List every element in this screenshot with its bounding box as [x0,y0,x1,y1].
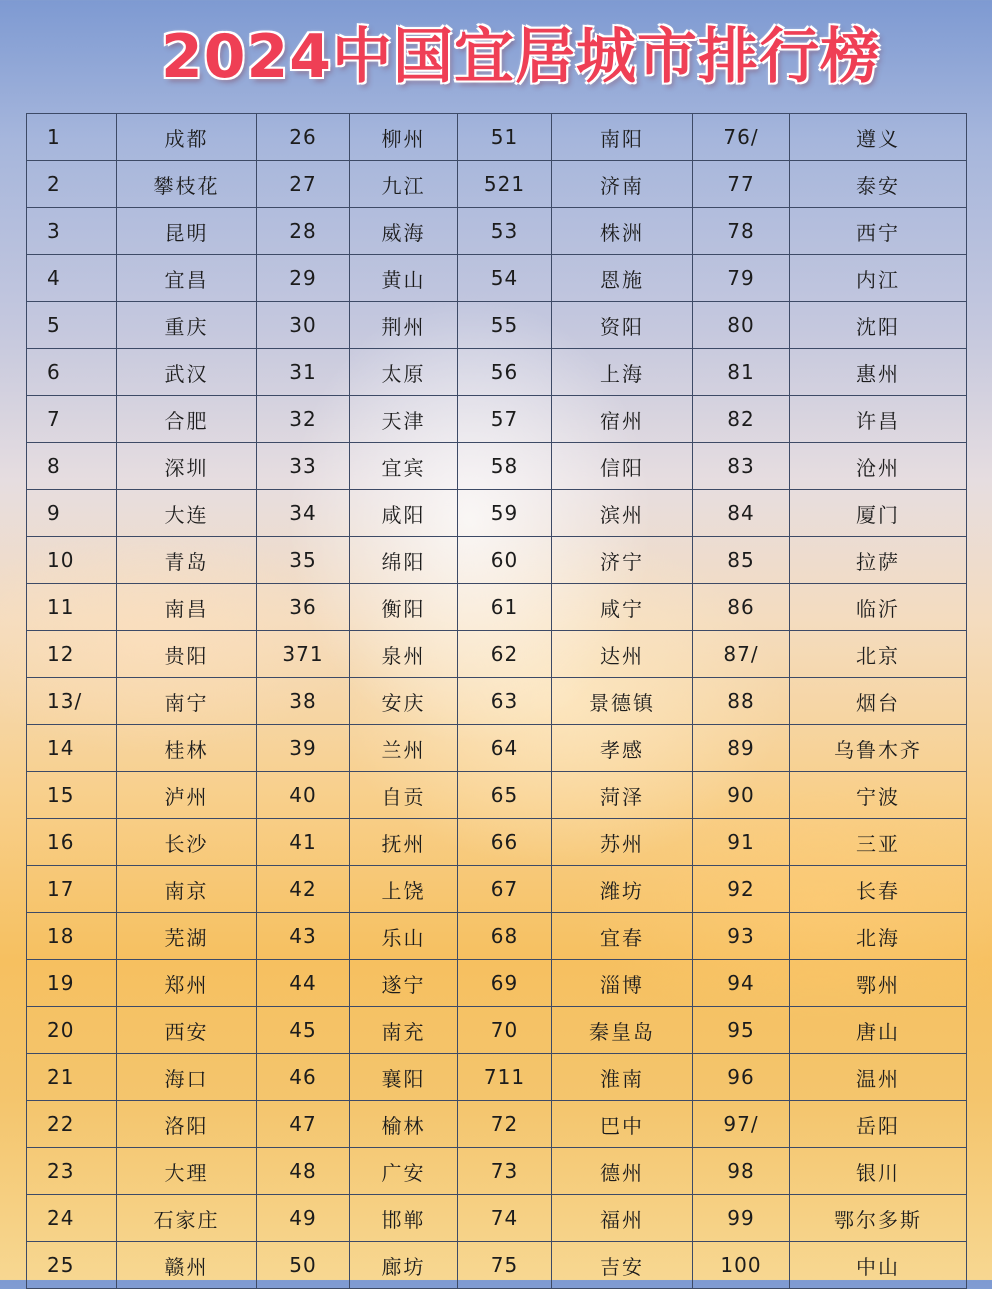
rank-number: 83 [693,443,790,490]
city-name: 重庆 [117,302,257,349]
rank-number: 63 [458,678,552,725]
city-name: 荆州 [350,302,458,349]
city-name: 泉州 [350,631,458,678]
rank-number: 56 [458,349,552,396]
city-name: 秦皇岛 [552,1007,693,1054]
city-name: 孝感 [552,725,693,772]
rank-number: 44 [257,960,350,1007]
city-name: 桂林 [117,725,257,772]
city-name: 淄博 [552,960,693,1007]
table-row [27,443,967,490]
city-name: 兰州 [350,725,458,772]
rank-number: 72 [458,1101,552,1148]
city-name: 拉萨 [790,537,967,584]
rank-number: 89 [693,725,790,772]
table-row [27,819,967,866]
rank-number: 19 [27,960,117,1007]
rank-number: 73 [458,1148,552,1195]
rank-number: 91 [693,819,790,866]
table-row [27,584,967,631]
rank-number: 94 [693,960,790,1007]
table-row [27,1195,967,1242]
city-name: 沧州 [790,443,967,490]
city-name: 成都 [117,114,257,161]
table-row [27,490,967,537]
city-name: 黄山 [350,255,458,302]
city-name: 德州 [552,1148,693,1195]
city-name: 太原 [350,349,458,396]
rank-number: 95 [693,1007,790,1054]
city-name: 襄阳 [350,1054,458,1101]
rank-number: 61 [458,584,552,631]
rank-number: 38 [257,678,350,725]
city-name: 厦门 [790,490,967,537]
city-name: 温州 [790,1054,967,1101]
rank-number: 26 [257,114,350,161]
table-row [27,396,967,443]
city-name: 信阳 [552,443,693,490]
rank-number: 50 [257,1242,350,1289]
rank-number: 46 [257,1054,350,1101]
table-row [27,725,967,772]
city-name: 景德镇 [552,678,693,725]
rank-number: 11 [27,584,117,631]
city-name: 资阳 [552,302,693,349]
city-name: 自贡 [350,772,458,819]
rank-number: 64 [458,725,552,772]
rank-number: 43 [257,913,350,960]
table-row [27,631,967,678]
table-row [27,772,967,819]
rank-number: 41 [257,819,350,866]
rank-number: 33 [257,443,350,490]
city-name: 上海 [552,349,693,396]
city-name: 北海 [790,913,967,960]
city-name: 北京 [790,631,967,678]
city-name: 石家庄 [117,1195,257,1242]
rank-number: 27 [257,161,350,208]
city-name: 烟台 [790,678,967,725]
rank-number: 79 [693,255,790,302]
table-row [27,866,967,913]
city-name: 邯郸 [350,1195,458,1242]
rank-number: 31 [257,349,350,396]
rank-number: 96 [693,1054,790,1101]
city-name: 衡阳 [350,584,458,631]
city-name: 西安 [117,1007,257,1054]
city-name: 咸阳 [350,490,458,537]
city-name: 大连 [117,490,257,537]
city-name: 绵阳 [350,537,458,584]
city-name: 潍坊 [552,866,693,913]
rank-number: 34 [257,490,350,537]
rank-number: 82 [693,396,790,443]
city-name: 海口 [117,1054,257,1101]
rank-number: 54 [458,255,552,302]
rank-number: 53 [458,208,552,255]
rank-number: 30 [257,302,350,349]
city-name: 青岛 [117,537,257,584]
rank-number: 55 [458,302,552,349]
rank-number: 29 [257,255,350,302]
rank-number: 12 [27,631,117,678]
city-name: 柳州 [350,114,458,161]
table-row [27,1007,967,1054]
city-name: 达州 [552,631,693,678]
city-name: 南阳 [552,114,693,161]
rank-number: 28 [257,208,350,255]
rank-number: 36 [257,584,350,631]
city-name: 菏泽 [552,772,693,819]
rank-number: 80 [693,302,790,349]
rank-number: 39 [257,725,350,772]
table-row [27,302,967,349]
rank-number: 48 [257,1148,350,1195]
rank-number: 9 [27,490,117,537]
city-name: 大理 [117,1148,257,1195]
city-name: 宜宾 [350,443,458,490]
table-row [27,255,967,302]
city-name: 唐山 [790,1007,967,1054]
city-name: 巴中 [552,1101,693,1148]
city-name: 赣州 [117,1242,257,1289]
city-name: 遂宁 [350,960,458,1007]
city-name: 福州 [552,1195,693,1242]
table-row [27,913,967,960]
city-name: 内江 [790,255,967,302]
rank-number: 66 [458,819,552,866]
rank-number: 57 [458,396,552,443]
rank-number: 62 [458,631,552,678]
city-name: 吉安 [552,1242,693,1289]
city-name: 昆明 [117,208,257,255]
city-name: 临沂 [790,584,967,631]
rank-number: 7 [27,396,117,443]
city-name: 广安 [350,1148,458,1195]
rank-number: 86 [693,584,790,631]
city-name: 中山 [790,1242,967,1289]
city-name: 威海 [350,208,458,255]
city-name: 榆林 [350,1101,458,1148]
city-name: 淮南 [552,1054,693,1101]
rank-number: 17 [27,866,117,913]
rank-number: 60 [458,537,552,584]
table-row [27,349,967,396]
rank-number: 81 [693,349,790,396]
page-title: 2024中国宜居城市排行榜 [161,22,881,92]
rank-number: 25 [27,1242,117,1289]
city-name: 银川 [790,1148,967,1195]
rank-number: 77 [693,161,790,208]
rank-number: 18 [27,913,117,960]
rank-number: 371 [257,631,350,678]
rank-number: 76/ [693,114,790,161]
city-name: 天津 [350,396,458,443]
rank-number: 35 [257,537,350,584]
table-row [27,1101,967,1148]
rank-number: 58 [458,443,552,490]
city-name: 宜春 [552,913,693,960]
rank-number: 70 [458,1007,552,1054]
city-name: 贵阳 [117,631,257,678]
city-name: 泰安 [790,161,967,208]
city-name: 咸宁 [552,584,693,631]
rank-number: 21 [27,1054,117,1101]
rank-number: 1 [27,114,117,161]
city-name: 芜湖 [117,913,257,960]
rank-number: 8 [27,443,117,490]
city-name: 济宁 [552,537,693,584]
rank-number: 42 [257,866,350,913]
city-name: 济南 [552,161,693,208]
city-name: 抚州 [350,819,458,866]
city-name: 洛阳 [117,1101,257,1148]
city-name: 合肥 [117,396,257,443]
rank-number: 6 [27,349,117,396]
city-name: 西宁 [790,208,967,255]
rank-number: 93 [693,913,790,960]
city-name: 上饶 [350,866,458,913]
city-name: 南昌 [117,584,257,631]
rank-number: 51 [458,114,552,161]
city-name: 郑州 [117,960,257,1007]
ranking-table-body [27,114,967,1289]
rank-number: 65 [458,772,552,819]
table-row [27,1054,967,1101]
city-name: 滨州 [552,490,693,537]
city-name: 恩施 [552,255,693,302]
rank-number: 45 [257,1007,350,1054]
city-name: 三亚 [790,819,967,866]
rank-number: 23 [27,1148,117,1195]
rank-number: 75 [458,1242,552,1289]
city-name: 南京 [117,866,257,913]
city-name: 长春 [790,866,967,913]
rank-number: 711 [458,1054,552,1101]
city-name: 乐山 [350,913,458,960]
city-name: 沈阳 [790,302,967,349]
rank-number: 74 [458,1195,552,1242]
table-row [27,1242,967,1289]
rank-number: 92 [693,866,790,913]
rank-number: 67 [458,866,552,913]
city-name: 攀枝花 [117,161,257,208]
city-name: 泸州 [117,772,257,819]
city-name: 乌鲁木齐 [790,725,967,772]
city-name: 株洲 [552,208,693,255]
rank-number: 22 [27,1101,117,1148]
rank-number: 68 [458,913,552,960]
city-name: 安庆 [350,678,458,725]
rank-number: 85 [693,537,790,584]
rank-number: 49 [257,1195,350,1242]
city-name: 南宁 [117,678,257,725]
rank-number: 2 [27,161,117,208]
city-name: 长沙 [117,819,257,866]
rank-number: 99 [693,1195,790,1242]
table-row [27,678,967,725]
rank-number: 59 [458,490,552,537]
rank-number: 16 [27,819,117,866]
city-name: 苏州 [552,819,693,866]
table-row [27,1148,967,1195]
city-name: 遵义 [790,114,967,161]
rank-number: 20 [27,1007,117,1054]
rank-number: 40 [257,772,350,819]
table-row [27,114,967,161]
city-name: 鄂州 [790,960,967,1007]
rank-number: 13/ [27,678,117,725]
city-name: 武汉 [117,349,257,396]
city-name: 九江 [350,161,458,208]
rank-number: 521 [458,161,552,208]
rank-number: 90 [693,772,790,819]
rank-number: 15 [27,772,117,819]
rank-number: 69 [458,960,552,1007]
city-name: 廊坊 [350,1242,458,1289]
rank-number: 32 [257,396,350,443]
city-name: 深圳 [117,443,257,490]
city-name: 鄂尔多斯 [790,1195,967,1242]
city-name: 许昌 [790,396,967,443]
city-name: 南充 [350,1007,458,1054]
rank-number: 14 [27,725,117,772]
rank-number: 84 [693,490,790,537]
ranking-table [26,113,967,1289]
city-name: 宜昌 [117,255,257,302]
rank-number: 4 [27,255,117,302]
table-row [27,208,967,255]
rank-number: 97/ [693,1101,790,1148]
rank-number: 78 [693,208,790,255]
city-name: 岳阳 [790,1101,967,1148]
rank-number: 100 [693,1242,790,1289]
rank-number: 88 [693,678,790,725]
rank-number: 24 [27,1195,117,1242]
table-row [27,161,967,208]
rank-number: 3 [27,208,117,255]
rank-number: 47 [257,1101,350,1148]
city-name: 惠州 [790,349,967,396]
table-row [27,537,967,584]
rank-number: 87/ [693,631,790,678]
table-row [27,960,967,1007]
rank-number: 10 [27,537,117,584]
rank-number: 5 [27,302,117,349]
city-name: 宁波 [790,772,967,819]
city-name: 宿州 [552,396,693,443]
rank-number: 98 [693,1148,790,1195]
